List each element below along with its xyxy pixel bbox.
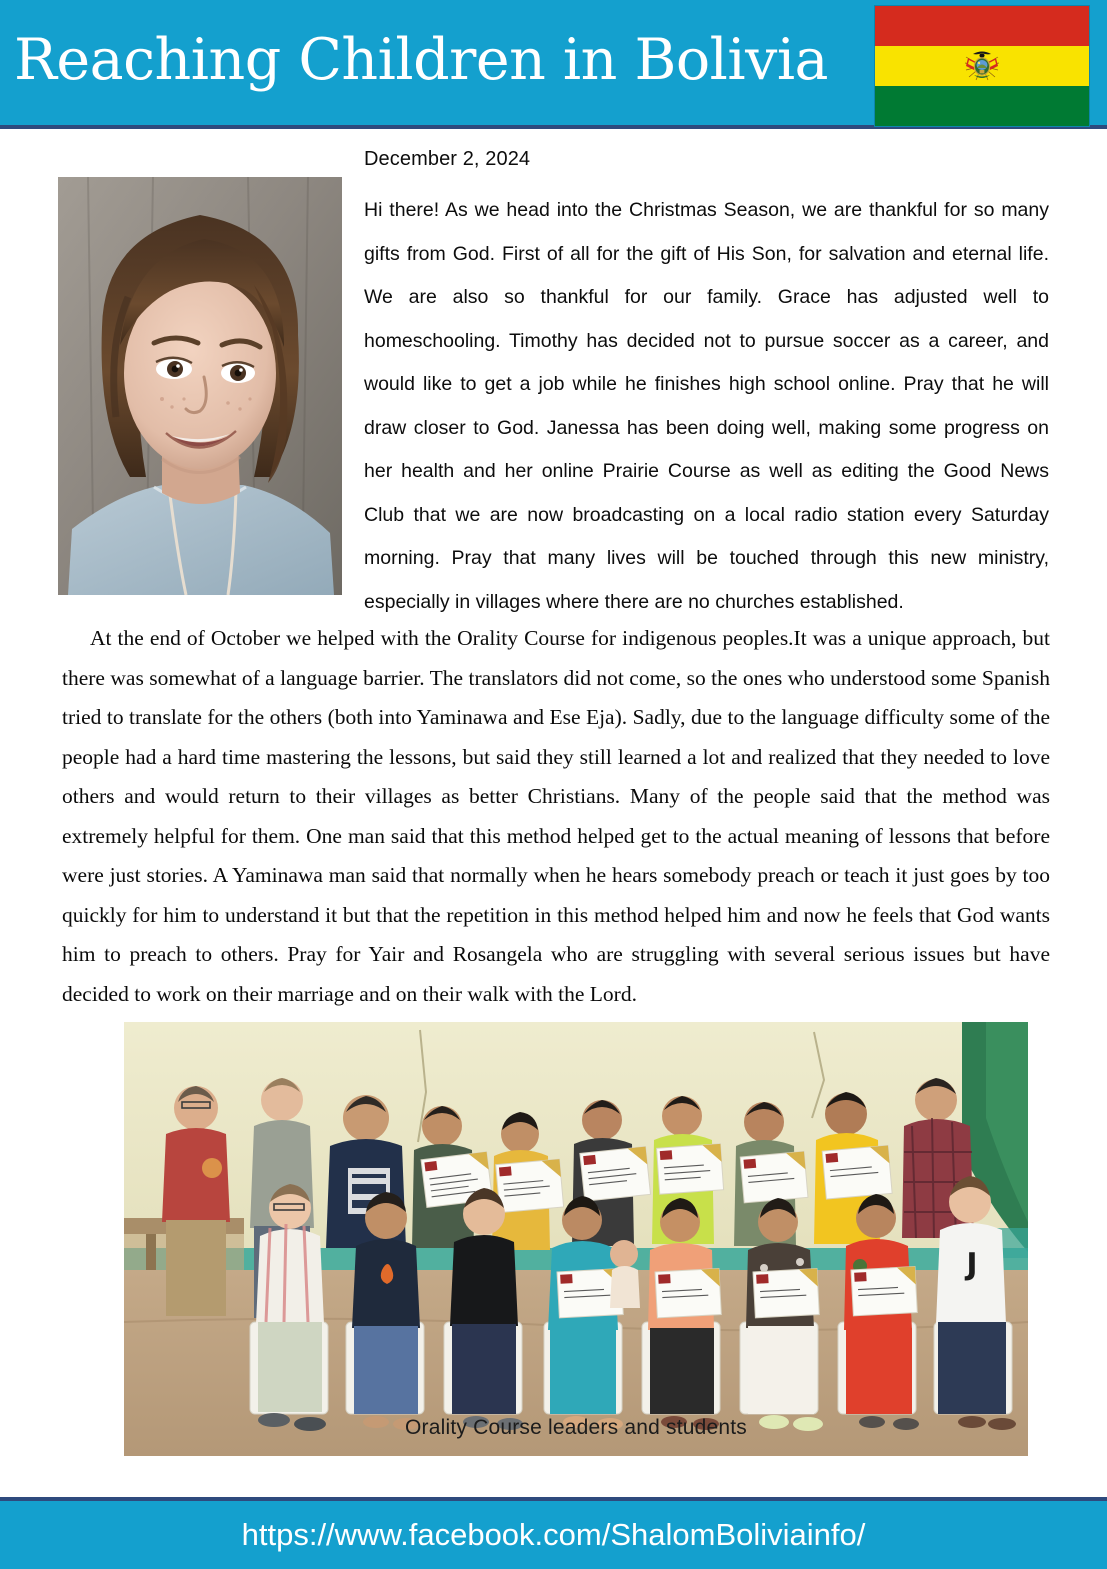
bolivia-flag-icon [874, 5, 1090, 127]
group-photo-caption: Orality Course leaders and students [404, 1416, 747, 1439]
facebook-url-link[interactable]: https://www.facebook.com/ShalomBoliviainfo/ [241, 1517, 866, 1552]
intro-paragraph: Hi there! As we head into the Christmas Season, we are thankful for so many gifts from God. First of all for the gift of His Son, for salvation and eternal life. We are also so thankful for our family. Grace has adjusted well to homeschooling. Timothy has decided not to pursue soccer as a career, and would like to get a job while he finishes high school online. Pray that he will draw closer to God. Janessa has been doing well, making some progress on her health and her online Prairie Course as well as editing the Good News Club that we are now broadcasting on a local radio station every Saturday morning. Pray that many lives will be touched through this new ministry, especially in villages where there are no churches established. [364, 199, 1049, 613]
body-paragraph: At the end of October we helped with the Orality Course for indigenous peoples.It was a unique approach, but there was somewhat of a language barrier. The translators did not come, so the ones who understood some Spanish tried to translate for the others (both into Yaminawa and Ese Eja). Sadly, due to the language difficulty some of the people had a hard time mastering the lessons, but said they still learned a lot and realized that they needed to love others and would return to their villages as better Christians. Many of the people said that the method was extremely helpful for them. One man said that this method helped get to the actual meaning of lessons that before were just stories. A Yaminawa man said that normally when he hears somebody preach or teach it just goes by too quickly for him to understand it but that the repetition in this method helped him and now he feels that God wants him to preach to others. Pray for Yair and Rosangela who are struggling with several serious issues but have decided to work on their marriage and on their walk with the Lord. [62, 626, 1050, 1006]
orality-course-group-photo [124, 1022, 1028, 1456]
flag-stripe-red [875, 6, 1089, 46]
group-photo-illustration [124, 1022, 1028, 1456]
girl-portrait-photo [58, 177, 342, 595]
letter-date: December 2, 2024 [364, 148, 531, 170]
page-title: Reaching Children in Bolivia [14, 27, 829, 93]
svg-text:J: J [966, 1247, 978, 1282]
coat-of-arms-icon [960, 47, 1004, 85]
flag-stripe-green [875, 86, 1089, 126]
newsletter-body [0, 129, 1107, 1497]
page-footer-band [0, 1497, 1107, 1569]
girl-portrait-illustration [58, 177, 342, 595]
